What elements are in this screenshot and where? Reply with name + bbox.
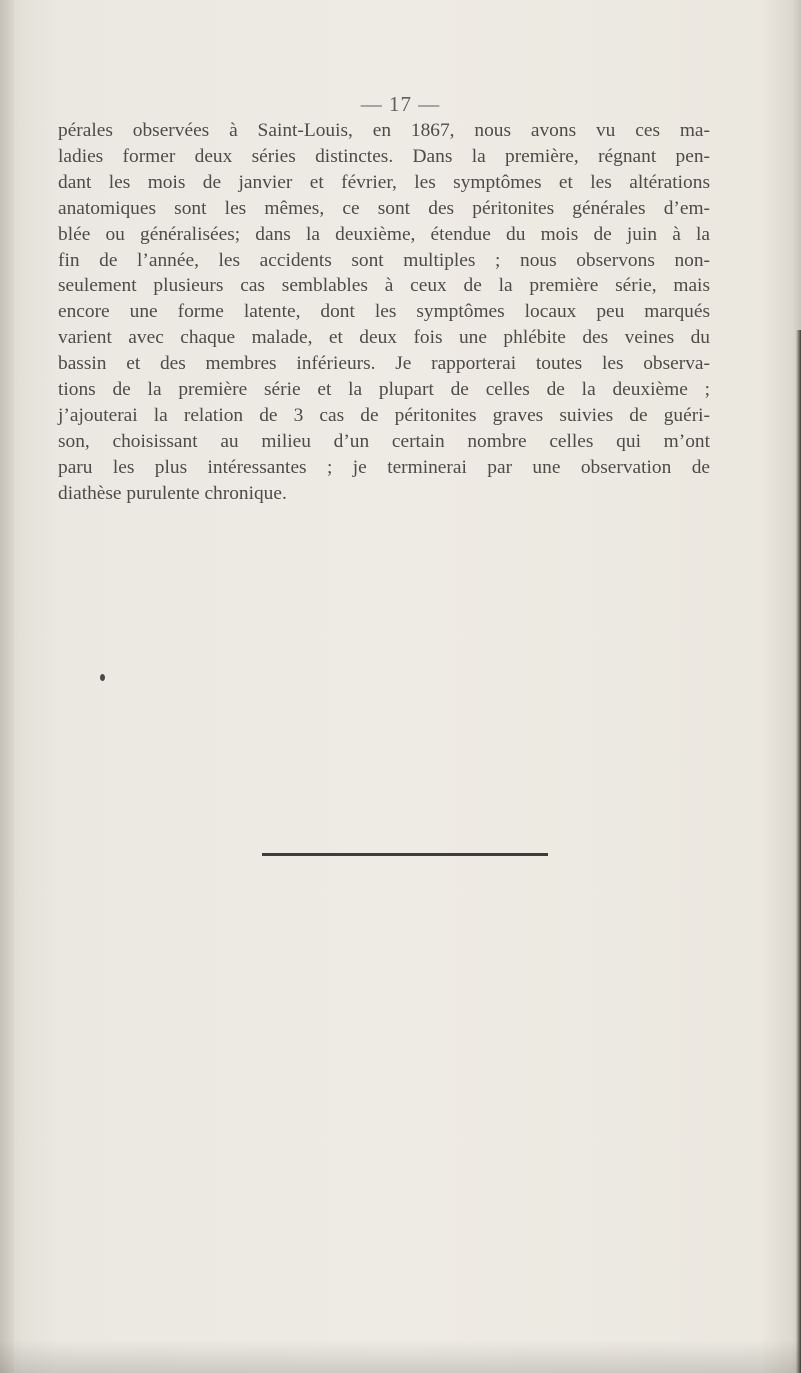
text-line: tions de la première série et la plupart de celles de la deuxième ; <box>58 379 710 401</box>
text-line: blée ou généralisées; dans la deuxième, étendue du mois de juin à la <box>58 223 710 245</box>
text-line: paru les plus intéressantes ; je terminerai par une observation de <box>58 456 710 478</box>
text-line-last: diathèse purulente chronique. <box>58 482 287 504</box>
text-line: bassin et des membres inférieurs. Je rapporterai toutes les observa- <box>58 353 710 375</box>
page-bottom-shadow <box>0 1340 801 1373</box>
text-line: dant les mois de janvier et février, les symptômes et les altérations <box>58 171 710 193</box>
text-line: seulement plusieurs cas semblables à ceux de la première série, mais <box>58 275 710 297</box>
text-line: anatomiques sont les mêmes, ce sont des péritonites générales d’em- <box>58 197 710 219</box>
page-number: — 17 — <box>360 92 441 116</box>
text-line: fin de l’année, les accidents sont multiples ; nous observons non- <box>58 249 710 271</box>
section-divider-rule <box>262 853 548 856</box>
ink-speck <box>100 674 105 681</box>
text-line: son, choisissant au milieu d’un certain nombre celles qui m’ont <box>58 430 710 452</box>
binding-gutter-shadow <box>0 0 14 1373</box>
text-line: ladies former deux séries distinctes. Dans la première, régnant pen- <box>58 145 710 167</box>
page-edge-shadow <box>796 330 801 1373</box>
body-paragraph <box>58 118 710 507</box>
text-line: encore une forme latente, dont les symptômes locaux peu marqués <box>58 301 710 323</box>
text-line: pérales observées à Saint-Louis, en 1867, nous avons vu ces ma- <box>58 120 710 141</box>
text-line: j’ajouterai la relation de 3 cas de péritonites graves suivies de guéri- <box>58 404 710 426</box>
text-line: varient avec chaque malade, et deux fois une phlébite des veines du <box>58 327 710 349</box>
